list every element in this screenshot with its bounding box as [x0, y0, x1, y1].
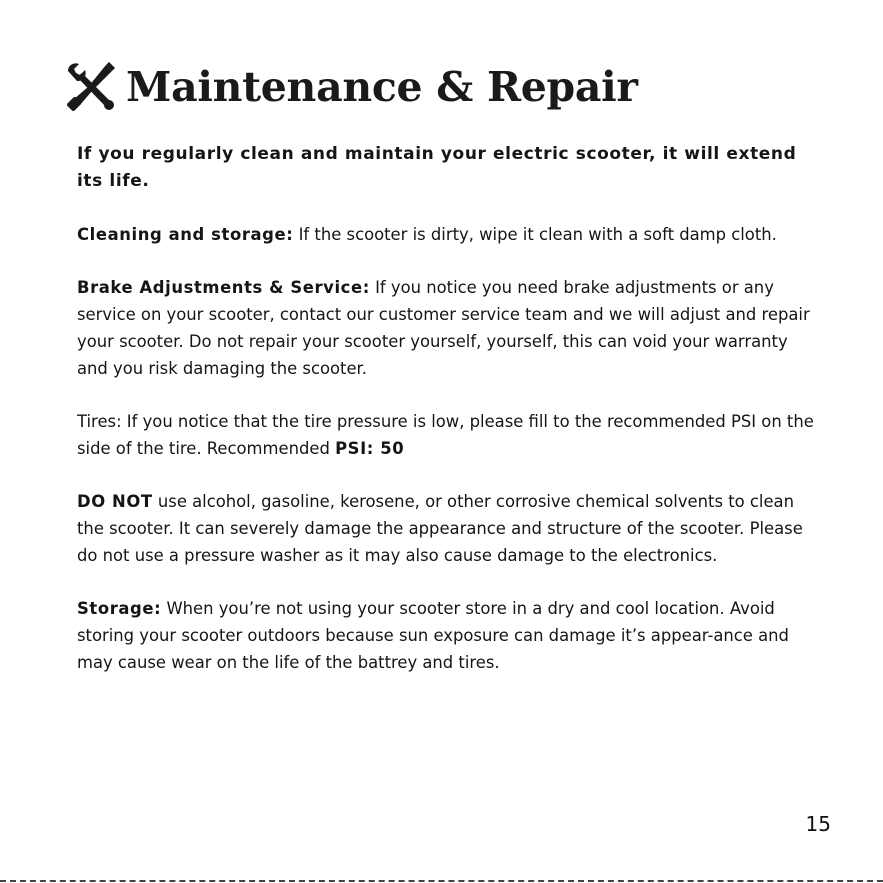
page-number: 15: [805, 812, 831, 836]
storage-text: When you’re not using your scooter store in a dry and cool location. Avoid storing your scooter outdoors because sun exposure can damage it’s appear-ance and may cause wear on the life of the battrey and tires.: [77, 599, 789, 672]
cleaning-text: If the scooter is dirty, wipe it clean with a soft damp cloth.: [293, 225, 777, 244]
storage-paragraph: [77, 595, 817, 676]
page-edge-divider: [0, 880, 883, 882]
storage-label: Storage:: [77, 599, 162, 618]
cleaning-label: Cleaning and storage:: [77, 225, 294, 244]
donot-paragraph: [77, 488, 817, 569]
manual-content: [77, 141, 817, 702]
donot-text: use alcohol, gasoline, kerosene, or other corrosive chemical solvents to clean the scooter. It can severely damage the appearance and structure of the scooter. Please do not use a pressure washer as it may also cause damage to the electronics.: [77, 492, 803, 565]
psi-label: PSI: 50: [335, 439, 405, 458]
donot-label: DO NOT: [77, 492, 153, 511]
tires-text: Tires: If you notice that the tire pressure is low, please fill to the recommended PSI on the side of the tire. Recommended: [77, 412, 814, 458]
cleaning-paragraph: [77, 221, 817, 248]
page-title: Maintenance & Repair: [126, 63, 638, 111]
tools-icon: [62, 59, 118, 115]
section-header: [62, 56, 638, 118]
tires-paragraph: [77, 408, 817, 462]
brake-label: Brake Adjustments & Service:: [77, 278, 370, 297]
intro-paragraph: If you regularly clean and maintain your electric scooter, it will extend its life.: [77, 144, 797, 191]
brake-text: If you notice you need brake adjustments or any service on your scooter, contact our customer service team and we will adjust and repair your scooter. Do not repair your scooter yourself, yourself, this can void your warranty and you risk damaging the scooter.: [77, 278, 810, 378]
brake-paragraph: [77, 274, 817, 382]
